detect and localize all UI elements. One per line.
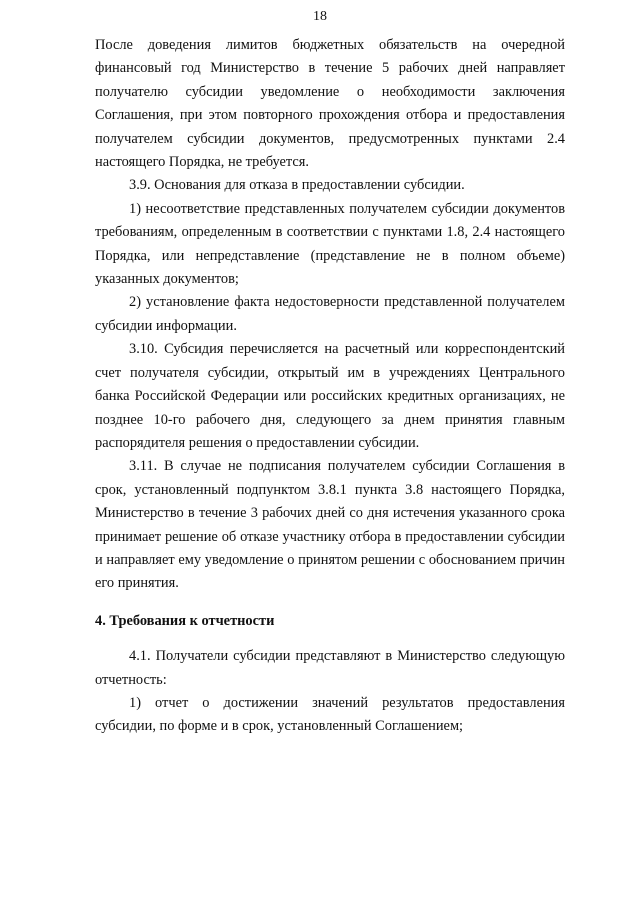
paragraph-3-10: 3.10. Субсидия перечисляется на расчетный или корреспондентский счет получателя субсидии, открытый им в учреждениях Центрального банка Российской Федерации или российских кредитных организациях, не позднее 10-го рабочего дня, следующего за днем принятия главным распорядителя решения о предоставлении субсидии. <box>95 341 565 451</box>
section-heading: 4. Требования к отчетности <box>95 612 275 629</box>
paragraph-4-1-item-1: 1) отчет о достижении значений результатов предоставления субсидии, по форме и в срок, установленный Соглашением; <box>95 694 565 735</box>
paragraph-4-1: 4.1. Получатели субсидии представляют в Министерство следующую отчетность: <box>95 648 565 688</box>
paragraph-3-11: 3.11. В случае не подписания получателем субсидии Соглашения в срок, установленный подпунктом 3.8.1 пункта 3.8 настоящего Порядка, Министерство в течение 3 рабочих дней со дня истечения указанного срока принимает решение об отказе участнику отбора в предоставлении субсидии и направляет ему уведомление о принятом решении с обоснованием причин его принятия. <box>95 458 565 592</box>
paragraph-3-9-item-1: 1) несоответствие представленных получателем субсидии документов требованиям, определенным в соответствии с пунктами 1.8, 2.4 настоящего Порядка, или непредставление (представление не в полном объеме) указанных документов; <box>95 200 565 288</box>
document-body <box>95 34 565 739</box>
page-number: 18 <box>313 9 327 24</box>
paragraph-notification: После доведения лимитов бюджетных обязательств на очередной финансовый год Министерство в течение 5 рабочих дней направляет получателю субсидии уведомление о необходимости заключения Соглашения, при этом повторного прохождения отбора и предоставления получателем субсидии документов, предусмотренных пунктами 2.4 настоящего Порядка, не требуется. <box>95 37 565 171</box>
paragraph-3-9-title: 3.9. Основания для отказа в предоставлении субсидии. <box>129 177 465 194</box>
paragraph-3-9-item-2: 2) установление факта недостоверности представленной получателем субсидии информации. <box>95 294 565 334</box>
